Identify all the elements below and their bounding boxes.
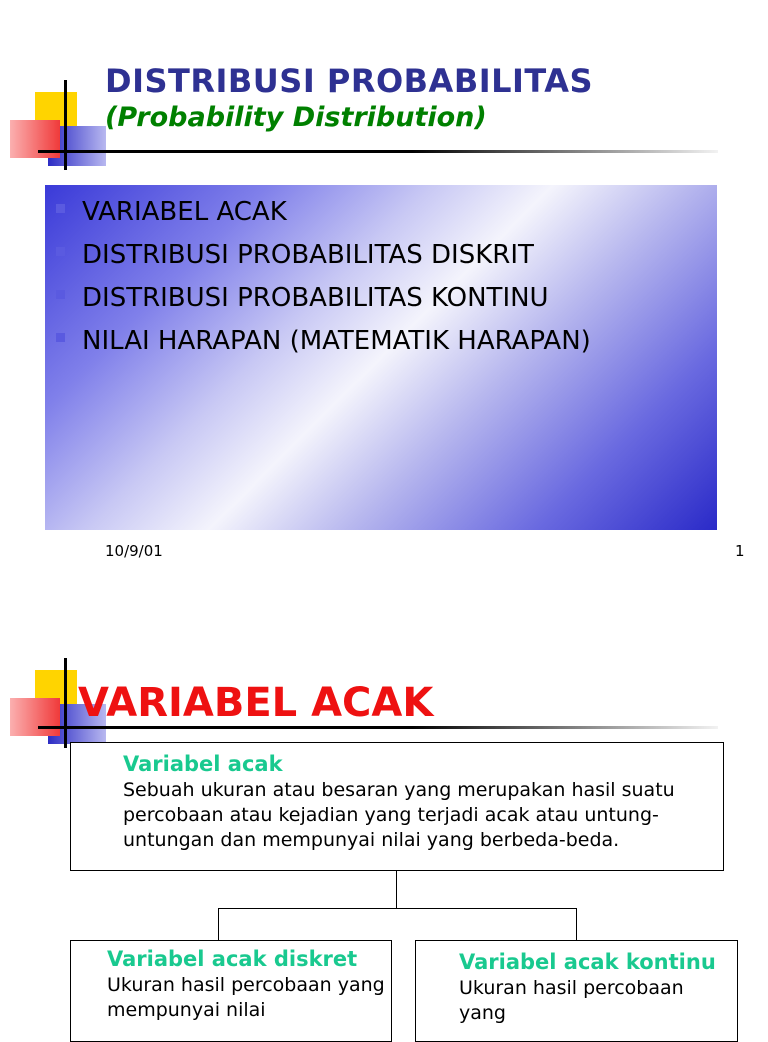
tree-connector xyxy=(218,908,219,941)
page-number: 1 xyxy=(735,542,745,560)
tree-connector xyxy=(396,870,397,909)
slide-logo-icon xyxy=(10,80,110,170)
list-item: VARIABEL ACAK xyxy=(52,191,591,234)
continuous-text: Ukuran hasil percobaan yang xyxy=(459,977,684,1024)
slide-title: VARIABEL ACAK xyxy=(78,680,434,726)
list-item: DISTRIBUSI PROBABILITAS KONTINU xyxy=(52,277,591,320)
definition-heading: Variabel acak xyxy=(123,752,283,776)
list-item: NILAI HARAPAN (MATEMATIK HARAPAN) xyxy=(52,320,591,363)
discrete-content xyxy=(107,946,392,1023)
title-underline xyxy=(38,150,718,153)
definition-text: Sebuah ukuran atau besaran yang merupakan hasil suatu percobaan atau kejadian yang terjadi acak atau untung-untungan dan mempunyai nilai yang berbeda-beda. xyxy=(123,779,675,851)
discrete-text: Ukuran hasil percobaan yang mempunyai nilai xyxy=(107,974,385,1021)
discrete-heading: Variabel acak diskret xyxy=(107,947,358,971)
tree-connector xyxy=(576,908,577,941)
tree-connector xyxy=(218,908,577,909)
bullet-square-icon xyxy=(56,247,65,256)
bullet-square-icon xyxy=(56,290,65,299)
slide-subtitle: (Probability Distribution) xyxy=(105,102,487,133)
list-item: DISTRIBUSI PROBABILITAS DISKRIT xyxy=(52,234,591,277)
continuous-content xyxy=(459,950,729,1026)
definition-content xyxy=(123,751,713,853)
bullet-square-icon xyxy=(56,333,65,342)
slide-title: DISTRIBUSI PROBABILITAS xyxy=(105,62,594,100)
title-underline xyxy=(38,726,718,729)
topic-list xyxy=(52,191,591,363)
continuous-heading: Variabel acak kontinu xyxy=(459,950,716,974)
slide-date: 10/9/01 xyxy=(105,542,163,560)
bullet-square-icon xyxy=(56,204,65,213)
